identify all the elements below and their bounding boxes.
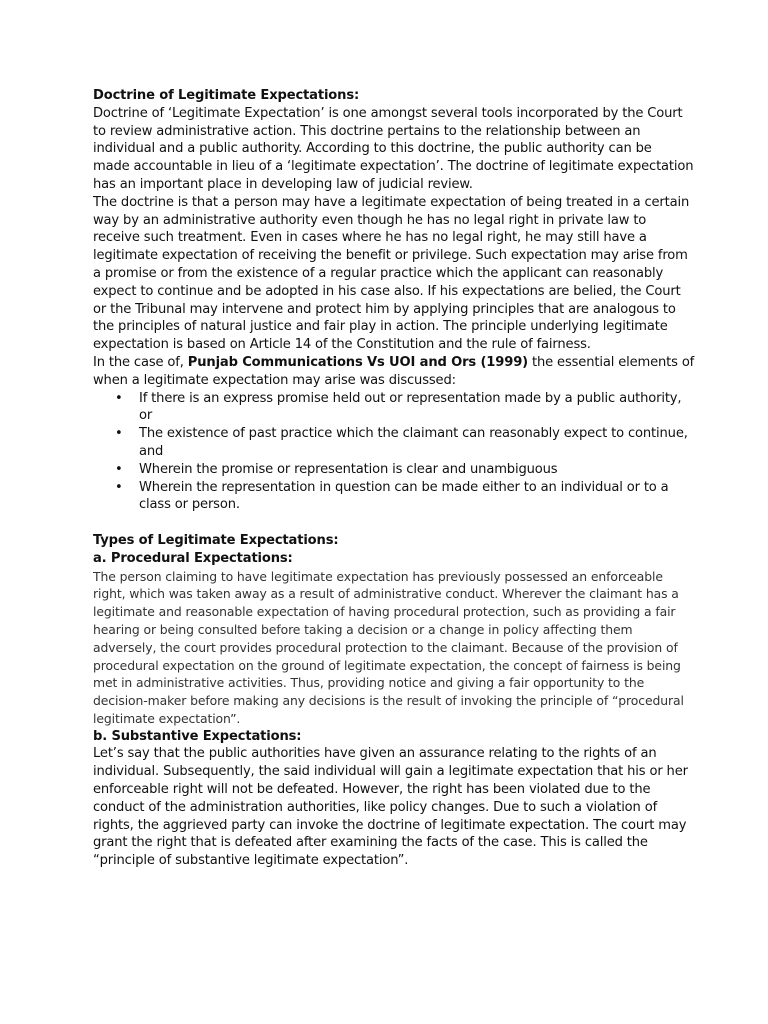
case-name: Punjab Communications Vs UOI and Ors (1999) — [187, 354, 528, 370]
text-line: legitimate and reasonable expectation of having procedural protection, such as providing a fair — [93, 604, 676, 620]
case-suffix: the essential elements of — [527, 354, 695, 370]
list-item-line: • Wherein the representation in question can be made either to an individual or to a — [139, 479, 669, 495]
text-line: Let’s say that the public authorities have given an assurance relating to the rights of an — [93, 746, 657, 762]
list-item — [93, 425, 698, 461]
text-line: grant the right that is defeated after examining the facts of the case. This is called the — [93, 835, 648, 851]
text-line: to review administrative action. This doctrine pertains to the relationship between an — [93, 123, 641, 139]
text-line: legitimate expectation of receiving the benefit or privilege. Such expectation may arise from — [93, 248, 688, 264]
text-line: met in administrative activities. Thus, providing notice and giving a fair opportunity to the — [93, 675, 645, 691]
substantive-paragraph — [93, 745, 698, 870]
procedural-paragraph — [93, 568, 698, 728]
text-line: or the Tribunal may intervene and protect him by applying principles that are analogous to — [93, 301, 676, 317]
list-item — [93, 461, 698, 479]
list-item-line: • The existence of past practice which the claimant can reasonably expect to continue, — [139, 426, 688, 442]
list-item — [93, 390, 698, 426]
text-line: “principle of substantive legitimate expectation”. — [93, 853, 409, 869]
case-prefix: In the case of, — [93, 354, 188, 370]
text-line: a promise or from the existence of a regular practice which the applicant can reasonably — [93, 265, 664, 281]
text-line: individual. Subsequently, the said individual will gain a legitimate expectation that his or her — [93, 764, 688, 780]
text-line: The doctrine is that a person may have a legitimate expectation of being treated in a certain — [93, 194, 690, 210]
text-line: right, which was taken away as a result of administrative conduct. Wherever the claimant has a — [93, 586, 679, 602]
text-line: when a legitimate expectation may arise was discussed: — [93, 372, 456, 388]
text-line: made accountable in lieu of a ‘legitimate expectation’. The doctrine of legitimate expectation — [93, 159, 694, 175]
text-line: Doctrine of ‘Legitimate Expectation’ is one amongst several tools incorporated by the Court — [93, 105, 683, 121]
text-line: rights, the aggrieved party can invoke the doctrine of legitimate expectation. The court may — [93, 817, 687, 833]
doctrine-paragraph-2 — [93, 194, 698, 354]
types-heading: Types of Legitimate Expectations: — [93, 532, 339, 548]
text-line: has an important place in developing law of judicial review. — [93, 176, 473, 192]
text-line: the principles of natural justice and fair play in action. The principle underlying legitimate — [93, 319, 668, 335]
text-line: procedural expectation on the ground of legitimate expectation, the concept of fairness is being — [93, 657, 681, 673]
case-reference-line — [93, 354, 698, 372]
text-line: adversely, the court provides procedural protection to the claimant. Because of the provision of — [93, 639, 678, 655]
text-line: hearing or being consulted before taking a decision or a change in policy affecting them — [93, 621, 633, 637]
substantive-heading: b. Substantive Expectations: — [93, 728, 302, 744]
text-line: legitimate expectation”. — [93, 710, 241, 726]
doctrine-paragraph-1 — [93, 105, 698, 194]
paragraph-gap — [93, 514, 698, 532]
text-line: enforceable right will not be defeated. However, the right has been violated due to the — [93, 782, 651, 798]
text-line: decision-maker before making any decisions is the result of invoking the principle of “procedural — [93, 693, 684, 709]
text-line: way by an administrative authority even though he has no legal right in private law to — [93, 212, 647, 228]
text-line: receive such treatment. Even in cases where he has no legal right, he may still have a — [93, 230, 647, 246]
text-line: expect to continue and be adopted in his case also. If his expectations are belied, the Court — [93, 283, 681, 299]
elements-list — [93, 390, 698, 515]
text-line: individual and a public authority. According to this doctrine, the public authority can be — [93, 141, 652, 157]
list-item-line: and — [139, 443, 164, 459]
text-line: conduct of the administration authorities, like policy changes. Due to such a violation of — [93, 799, 658, 815]
list-item-line: class or person. — [139, 497, 240, 513]
procedural-heading: a. Procedural Expectations: — [93, 550, 293, 566]
list-item — [93, 479, 698, 515]
list-item-line: • If there is an express promise held out or representation made by a public authority, — [139, 390, 682, 406]
text-line: The person claiming to have legitimate expectation has previously possessed an enforceable — [93, 568, 663, 584]
list-item-line: • Wherein the promise or representation is clear and unambiguous — [139, 461, 558, 477]
doctrine-heading: Doctrine of Legitimate Expectations: — [93, 88, 360, 103]
text-line: expectation is based on Article 14 of the Constitution and the rule of fairness. — [93, 337, 591, 353]
list-item-line: or — [139, 408, 153, 424]
